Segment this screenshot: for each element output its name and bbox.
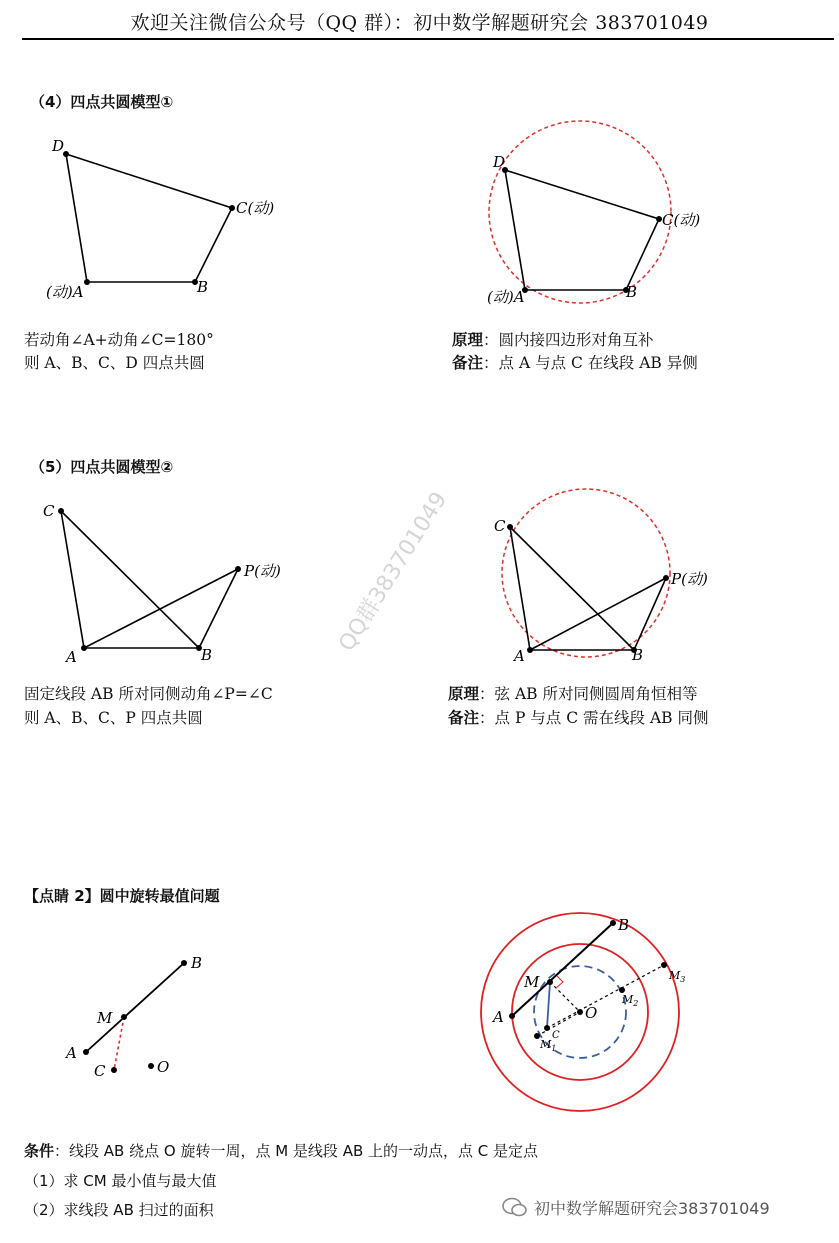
label-A: (动)A <box>46 283 84 301</box>
section5-condition-1: 固定线段 AB 所对同侧动角∠P=∠C <box>24 685 273 703</box>
label-A: A <box>66 1044 77 1062</box>
section5-title: （5）四点共圆模型② <box>30 458 174 476</box>
section4-figures <box>0 120 839 320</box>
label-P: P(动) <box>244 562 281 580</box>
label-C: C <box>94 1062 106 1080</box>
footer-text: 初中数学解题研究会383701049 <box>534 1199 770 1218</box>
label-C: C <box>494 517 506 535</box>
label-C: C(动) <box>236 199 275 217</box>
dianjing-figures <box>0 910 839 1130</box>
section4-note: 备注：点 A 与点 C 在线段 AB 异侧 <box>452 353 698 372</box>
label-A: (动)A <box>487 288 525 306</box>
section5-note: 备注：点 P 与点 C 需在线段 AB 同侧 <box>448 708 709 727</box>
section4-condition-2: 则 A、B、C、D 四点共圆 <box>24 354 205 372</box>
label-B: B <box>191 954 203 972</box>
label-O: O <box>157 1058 170 1076</box>
label-B: B <box>632 646 644 664</box>
label-M: M <box>524 973 540 991</box>
label-D: D <box>493 153 506 171</box>
question-1: （1）求 CM 最小值与最大值 <box>24 1172 217 1190</box>
label-D: D <box>52 137 65 155</box>
page-header: 欢迎关注微信公众号（QQ 群）：初中数学解题研究会 383701049 <box>130 12 709 34</box>
section4-principle: 原理：圆内接四边形对角互补 <box>452 330 654 349</box>
section5-principle: 原理：弦 AB 所对同侧圆周角恒相等 <box>448 684 698 703</box>
dianjing-title: 【点睛 2】圆中旋转最值问题 <box>24 887 220 905</box>
label-A: A <box>514 647 525 665</box>
label-O: O <box>585 1004 598 1022</box>
label-M1: $M_1$ <box>540 1038 557 1053</box>
label-M2: $M_2$ <box>622 993 639 1008</box>
label-C: C <box>43 502 55 520</box>
header-rule <box>22 38 834 40</box>
label-C: C <box>552 1030 560 1041</box>
label-P: P(动) <box>671 570 708 588</box>
label-B: B <box>197 278 209 296</box>
label-M3: $M_3$ <box>669 969 686 984</box>
section4-condition-1: 若动角∠A+动角∠C=180° <box>24 331 214 349</box>
label-A: A <box>493 1008 504 1026</box>
circumcircle-dashed <box>489 121 671 303</box>
section5-condition-2: 则 A、B、C、P 四点共圆 <box>24 709 203 727</box>
label-M: M <box>97 1009 113 1027</box>
dianjing-condition: 条件：线段 AB 绕点 O 旋转一周，点 M 是线段 AB 上的一动点，点 C 是定点 <box>24 1142 539 1160</box>
question-2: （2）求线段 AB 扫过的面积 <box>24 1201 214 1219</box>
section4-title: （4）四点共圆模型① <box>30 93 174 111</box>
label-C: C(动) <box>662 211 701 229</box>
wechat-icon <box>501 1196 529 1218</box>
watermark: QQ群383701049 <box>334 487 453 656</box>
label-A: A <box>66 648 77 666</box>
label-B: B <box>618 916 630 934</box>
label-B: B <box>626 283 638 301</box>
label-B: B <box>201 646 213 664</box>
quad-left-figure <box>66 154 232 282</box>
